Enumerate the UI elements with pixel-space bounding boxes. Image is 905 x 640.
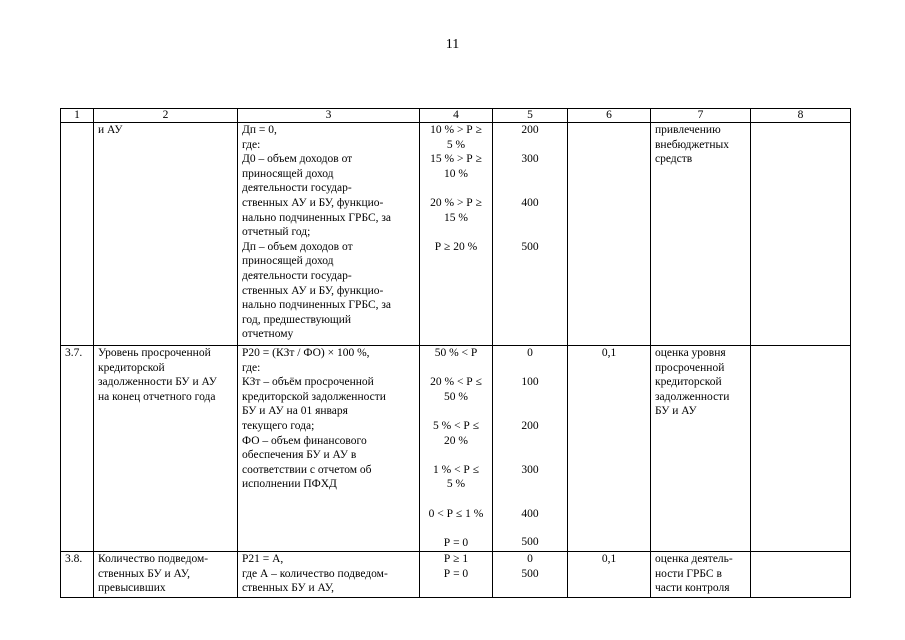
column-header: 7 xyxy=(651,109,751,123)
row-number: 3.7. xyxy=(61,346,94,552)
purpose-cell: привлечению внебюджетных средств xyxy=(651,123,751,346)
points-cell: 200 300 400 500 xyxy=(493,123,568,346)
column-header: 5 xyxy=(493,109,568,123)
indicator-name: Количество подведом- ственных БУ и АУ, превысивших xyxy=(94,552,238,598)
points-cell: 0 100 200 300 400 500 xyxy=(493,346,568,552)
column-header: 3 xyxy=(238,109,420,123)
range-cell: 10 % > Р ≥ 5 % 15 % > Р ≥ 10 % 20 % > Р ≥ 15 % Р ≥ 20 % xyxy=(420,123,493,346)
indicator-name: и АУ xyxy=(94,123,238,346)
purpose-cell: оценка деятель- ности ГРБС в части контроля xyxy=(651,552,751,598)
range-cell: Р ≥ 1 Р = 0 xyxy=(420,552,493,598)
formula-cell: Р21 = А, где А – количество подведом- ственных БУ и АУ, xyxy=(238,552,420,598)
purpose-cell: оценка уровня просроченной кредиторской задолженности БУ и АУ xyxy=(651,346,751,552)
range-cell: 50 % < Р 20 % < Р ≤ 50 % 5 % < Р ≤ 20 % 1 % < Р ≤ 5 % 0 < Р ≤ 1 % Р = 0 xyxy=(420,346,493,552)
column-header: 6 xyxy=(568,109,651,123)
weight-cell xyxy=(568,123,651,346)
weight-cell: 0,1 xyxy=(568,346,651,552)
header-row xyxy=(61,109,851,123)
column-header: 8 xyxy=(751,109,851,123)
note-cell xyxy=(751,552,851,598)
indicator-name: Уровень просроченной кредиторской задолженности БУ и АУ на конец отчетного года xyxy=(94,346,238,552)
row-number: 3.8. xyxy=(61,552,94,598)
table-row xyxy=(61,123,851,346)
column-header: 1 xyxy=(61,109,94,123)
criteria-table xyxy=(60,108,851,598)
formula-cell: Р20 = (КЗт / ФО) × 100 %, где: КЗт – объём просроченной кредиторской задолженности БУ и АУ на 01 января текущего года; ФО – объем финансового обеспечения БУ и АУ в соответствии с отчетом об исполнении ПФХД xyxy=(238,346,420,552)
note-cell xyxy=(751,346,851,552)
points-cell: 0 500 xyxy=(493,552,568,598)
row-number xyxy=(61,123,94,346)
table-row xyxy=(61,552,851,598)
page-number: 11 xyxy=(445,37,460,52)
weight-cell: 0,1 xyxy=(568,552,651,598)
column-header: 4 xyxy=(420,109,493,123)
column-header: 2 xyxy=(94,109,238,123)
table-row xyxy=(61,346,851,552)
formula-cell: Дп = 0, где: Д0 – объем доходов от приносящей доход деятельности государ- ственных АУ и БУ, функцио- нально подчиненных ГРБС, за отчетный год; Дп – объем доходов от приносящей доход деятельности государ- ственных АУ и БУ, функцио- нально подчиненных ГРБС, за год, предшествующий отчетному xyxy=(238,123,420,346)
note-cell xyxy=(751,123,851,346)
